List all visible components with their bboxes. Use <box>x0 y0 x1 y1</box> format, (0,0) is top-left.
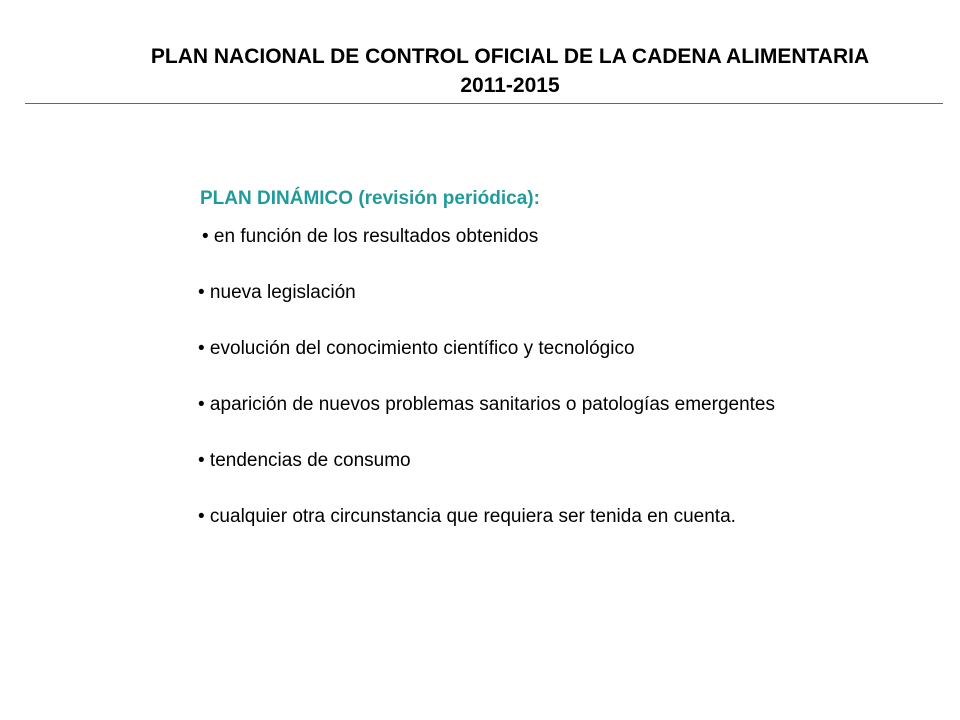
header-divider <box>25 103 943 104</box>
bullet-item: • aparición de nuevos problemas sanitarios o patologías emergentes <box>198 394 775 415</box>
bullet-item: • nueva legislación <box>198 282 356 303</box>
bullet-item: • en función de los resultados obtenidos <box>202 226 539 247</box>
content-block <box>198 186 792 529</box>
page-title-line-1: PLAN NACIONAL DE CONTROL OFICIAL DE LA CADENA ALIMENTARIA <box>150 45 870 68</box>
page-title <box>60 42 960 100</box>
section-heading: PLAN DINÁMICO (revisión periódica): <box>200 188 540 209</box>
bullet-item: • cualquier otra circunstancia que requiera ser tenida en cuenta. <box>198 506 736 527</box>
page-title-line-2: 2011-2015 <box>460 74 560 97</box>
bullet-item: • tendencias de consumo <box>198 450 411 471</box>
bullet-item: • evolución del conocimiento científico y tecnológico <box>198 338 635 359</box>
